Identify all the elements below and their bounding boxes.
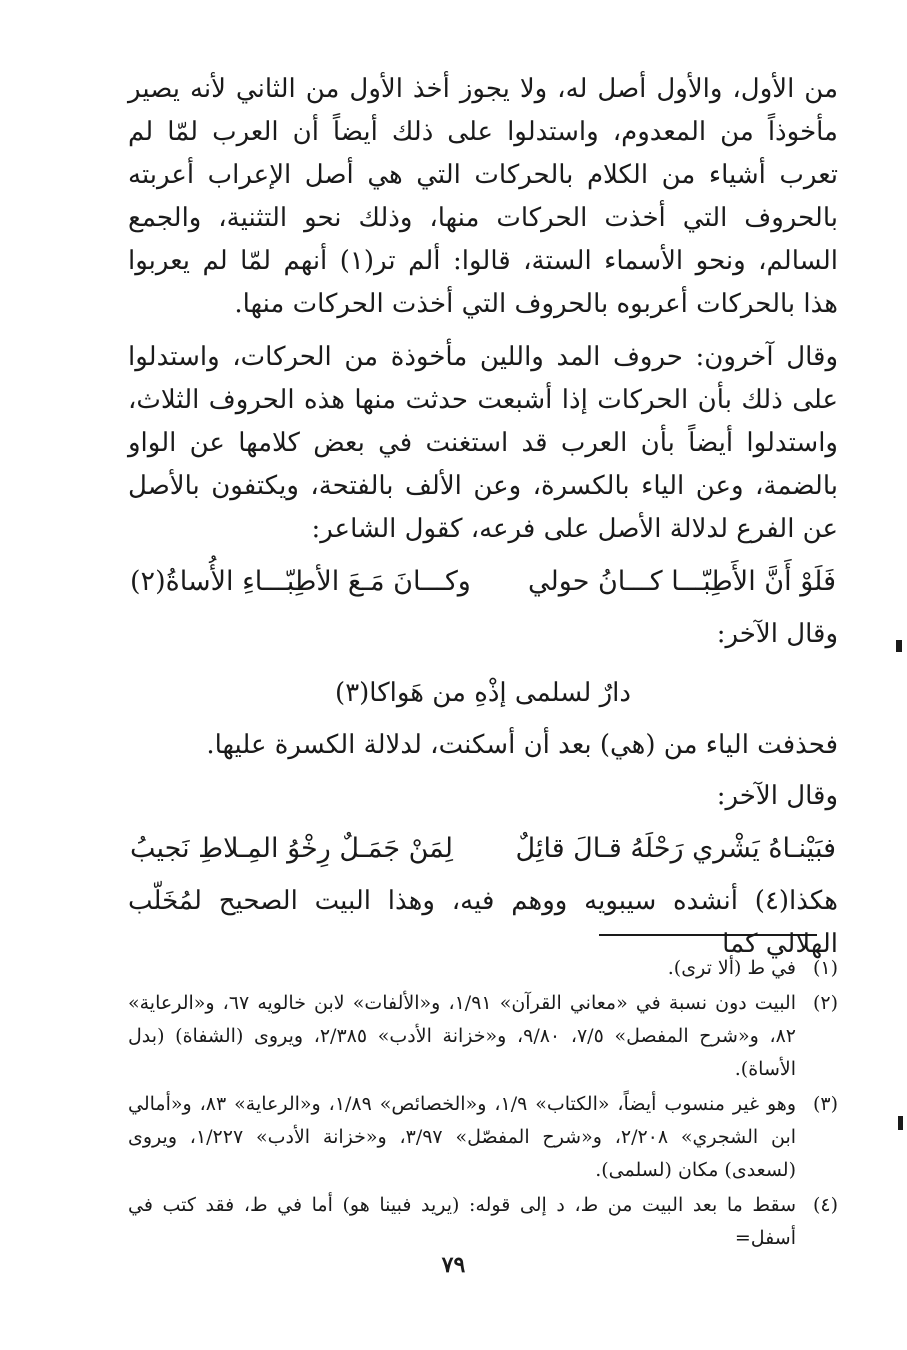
verse-1-first-hemistich: فَلَوْ أَنَّ الأَطِبّـــا كـــانُ حولي — [528, 566, 836, 597]
verse-1-second-hemistich: وكـــانَ مَـعَ الأطِبّـــاءِ الأُساةُ(٢) — [130, 566, 471, 597]
page-number: ٧٩ — [441, 1252, 466, 1278]
footnote-text: سقط ما بعد البيت من ط، د إلى قوله: (يريد فبينا هو) أما في ط، فقد كتب في أسفل= — [128, 1194, 796, 1249]
edge-mark — [896, 640, 902, 652]
footnote-separator — [599, 934, 817, 936]
said-other-1: وقال الآخر: — [716, 619, 838, 649]
paragraph-2: وقال آخرون: حروف المد واللين مأخوذة من الحركات، واستدلوا على ذلك بأن الحركات إذا أشبعت حدثت منها هذه الحروف الثلاث، واستدلوا أيضاً بأن العرب قد استغنت في بعض كلامها عن الواو بالضمة، وعن الياء بالكسرة، وعن الألف بالفتحة، ويكتفون بالأصل عن الفرع لدلالة الأصل على فرعه، كقول الشاعر: — [128, 342, 838, 544]
footnote-number: (٤) — [812, 1194, 838, 1216]
footnote-text: وهو غير منسوب أيضاً، «الكتاب» ١/٩، و«الخصائص» ١/٨٩، و«الرعاية» ٨٣، و«أمالي ابن الشجري» ٢/٢٠٨، و«شرح المفصّل» ٣/٩٧، و«خزانة الأدب» ١/٢٢٧، ويروى (لسعدى) مكان (لسلمى). — [128, 1093, 797, 1181]
paragraph-3: فحذفت الياء من (هي) بعد أن أسكنت، لدلالة الكسرة عليها. — [206, 730, 838, 760]
footnote-2 — [128, 987, 838, 1086]
paragraph-1: من الأول، والأول أصل له، ولا يجوز أخذ الأول من الثاني لأنه يصير مأخوذاً من المعدوم، واستدلوا على ذلك أيضاً أن العرب لمّا لم تعرب أشياء من الكلام بالحركات التي هي أصل الإعراب أعربته بالحروف التي أخذت الحركات منها، وذلك نحو التثنية، والجمع السالم، ونحو الأسماء الستة، قالوا: ألم تر(١) أنهم لمّا لم يعربوا هذا بالحركات أعربوه بالحروف التي أخذت الحركات منها. — [128, 74, 838, 319]
said-other-2: وقال الآخر: — [716, 781, 838, 811]
footnote-text: في ط (ألا ترى). — [667, 957, 796, 979]
verse-1 — [128, 559, 838, 605]
verse-2: دارٌ لسلمى إذْهِ من هَواكا(٣) — [335, 678, 631, 708]
footnotes — [128, 950, 838, 1257]
main-text — [128, 68, 838, 966]
footnote-text: البيت دون نسبة في «معاني القرآن» ١/٩١، و«الألفات» لابن خالويه ٦٧، و«الرعاية» ٨٢، و«شرح المفصل» ٧/٥، ٩/٨٠، و«خزانة الأدب» ٢/٣٨٥، ويروى (الشفاة) (بدل الأساة). — [128, 992, 796, 1080]
verse-3 — [128, 826, 838, 872]
footnote-number: (٣) — [812, 1093, 838, 1115]
footnote-number: (٢) — [812, 992, 838, 1014]
footnote-3 — [128, 1088, 838, 1187]
edge-mark — [898, 1116, 903, 1130]
paragraph-4: هكذا(٤) أنشده سيبويه ووهم فيه، وهذا البيت الصحيح لمُخَلّب الهلالي كما — [128, 886, 838, 959]
footnote-number: (١) — [812, 957, 838, 979]
footnote-1 — [128, 952, 838, 985]
verse-3-second-hemistich: لِمَنْ جَمَـلٌ رِخْوُ المِـلاطِ نَجيبُ — [130, 833, 453, 864]
footnote-4 — [128, 1189, 838, 1255]
verse-3-first-hemistich: فبَيْنـاهُ يَشْري رَحْلَهُ قـالَ قائِلٌ — [515, 833, 836, 864]
